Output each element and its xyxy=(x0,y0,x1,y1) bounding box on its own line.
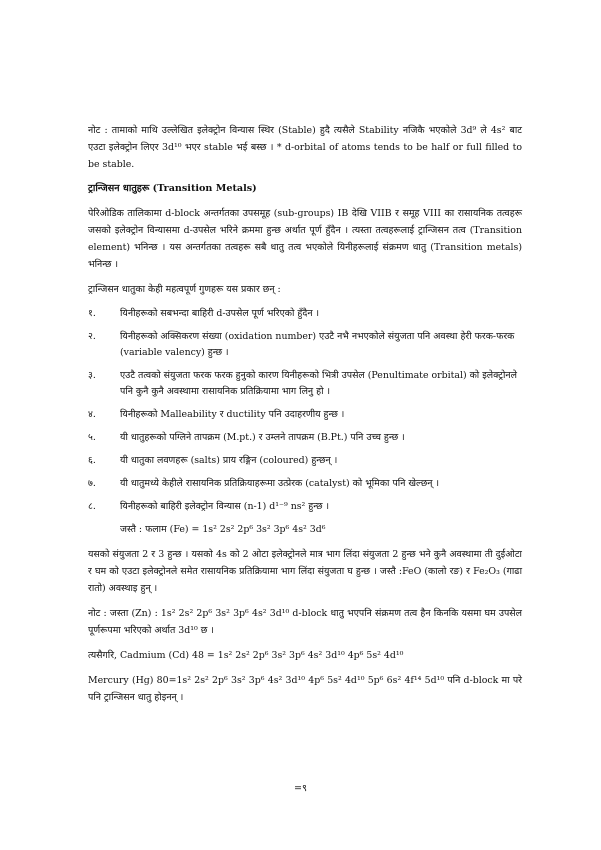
list-item xyxy=(88,476,522,492)
item-number: ५. xyxy=(88,432,96,443)
item-text: यिनीहरूको अक्सिकरण संख्या (oxidation number) एउटै नभै नभएकोले संयुजता पनि अवस्था हेरी फरक-फरक (variable valency) हुन्छ । xyxy=(120,331,515,358)
item-number: ६. xyxy=(88,455,96,466)
intro-paragraph: पेरिओडिक तालिकामा d-block अन्तर्गतका उपसमूह (sub-groups) IB देखि VIIB र समूह VIII का रासायनिक तत्वहरू जसको इलेक्ट्रोन विन्यासमा d-उपसेल भरिने क्रममा हुन्छ अर्थात पूर्ण हुँदैन । त्यस्ता तत्वहरूलाई ट्रान्जिसन तत्व (Transition element) भनिन्छ । यस अन्तर्गतका तत्वहरू सबै धातु तत्व भएकोले यिनीहरूलाई संक्रमण धातु (Transition metals) भनिन्छ । xyxy=(88,208,522,270)
item-number: ३. xyxy=(88,370,96,381)
list-item xyxy=(88,499,522,515)
item-number: ७. xyxy=(88,478,96,489)
item-text: यी धातुका लवणहरू (salts) प्राय रङ्गिन (coloured) हुन्छन् । xyxy=(120,455,338,466)
note-copper: नोट : तामाको माथि उल्लेखित इलेक्ट्रोन विन्यास स्थिर (Stable) हुदै त्यसैले Stability नजिकै भएकोले 3d⁹ ले 4s² बाट एउटा इलेक्ट्रोन लिएर 3d¹⁰ भएर stable भई बस्छ । * d-orbital of atoms tends to be half or full filled to be stable. xyxy=(88,125,522,170)
page-number: =९ xyxy=(293,783,308,794)
section-heading: ट्रान्जिसन धातुहरू (Transition Metals) xyxy=(88,183,257,194)
properties-intro: ट्रान्जिसन धातुका केही महत्वपूर्ण गुणहरू यस प्रकार छन् : xyxy=(88,284,281,295)
item-text: यिनीहरूको Malleability र ductility पनि उदाहरणीय हुन्छ । xyxy=(120,409,345,420)
item-text: यी धातुमध्ये केहीले रासायनिक प्रतिक्रियाहरूमा उत्प्रेरक (catalyst) को भूमिका पनि खेल्छन् । xyxy=(120,478,440,489)
item-text: यिनीहरूको सबभन्दा बाहिरी d-उपसेल पूर्ण भरिएको हुँदैन । xyxy=(120,308,320,319)
mercury-configuration: Mercury (Hg) 80=1s² 2s² 2p⁶ 3s² 3p⁶ 4s² 3d¹⁰ 4p⁶ 5s² 4d¹⁰ 5p⁶ 6s² 4f¹⁴ 5d¹⁰ पनि d-block मा परे पनि ट्रान्जिसन धातु होइनन् । xyxy=(88,675,522,703)
list-item xyxy=(88,306,522,322)
properties-list xyxy=(88,306,522,515)
note-zinc: नोट : जस्ता (Zn) : 1s² 2s² 2p⁶ 3s² 3p⁶ 4s² 3d¹⁰ d-block धातु भएपनि संक्रमण तत्व हैन किनकि यसमा घम उपसेल पूर्णरूपमा भरिएको अर्थात 3d¹⁰ छ । xyxy=(88,608,522,636)
list-item xyxy=(88,453,522,469)
list-item xyxy=(88,368,522,400)
item-number: ८. xyxy=(88,501,96,512)
item-text: एउटै तत्वको संयुजता फरक फरक हुनुको कारण यिनीहरूको भित्री उपसेल (Penultimate orbital) को इलेक्ट्रोनले पनि कुनै कुनै अवस्थामा रासायनिक प्रतिक्रियामा भाग लिनु हो । xyxy=(120,370,517,397)
list-item xyxy=(88,407,522,423)
list-item xyxy=(88,329,522,361)
item-number: २. xyxy=(88,331,96,342)
item-text: यिनीहरूको बाहिरी इलेक्ट्रोन विन्यास (n-1) d¹⁻⁹ ns² हुन्छ । xyxy=(120,501,330,512)
list-item xyxy=(88,430,522,446)
item-number: ४. xyxy=(88,409,96,420)
iron-configuration: जस्तै : फलाम (Fe) = 1s² 2s² 2p⁶ 3s² 3p⁶ 4s² 3d⁶ xyxy=(120,524,326,535)
valency-paragraph: यसको संयुजता 2 र 3 हुन्छ । यसको 4s को 2 ओटा इलेक्ट्रोनले मात्र भाग लिंदा संयुजता 2 हुन्छ भने कुनै अवस्थामा ती दुईओटा र घम को एउटा इलेक्ट्रोनले समेत रासायनिक प्रतिक्रियामा भाग लिंदा संयुजता घ हुन्छ । जस्तै :FeO (कालो रङ) र Fe₂O₃ (गाढा रातो) अवस्थाइ हुन् । xyxy=(88,549,522,594)
item-number: १. xyxy=(88,308,96,319)
cadmium-configuration: त्यसैगरि, Cadmium (Cd) 48 = 1s² 2s² 2p⁶ 3s² 3p⁶ 4s² 3d¹⁰ 4p⁶ 5s² 4d¹⁰ xyxy=(88,650,404,661)
document-body xyxy=(88,122,522,714)
item-text: यी धातुहरूको पग्लिने तापक्रम (M.pt.) र उम्लने तापक्रम (B.Pt.) पनि उच्च हुन्छ । xyxy=(120,432,405,443)
